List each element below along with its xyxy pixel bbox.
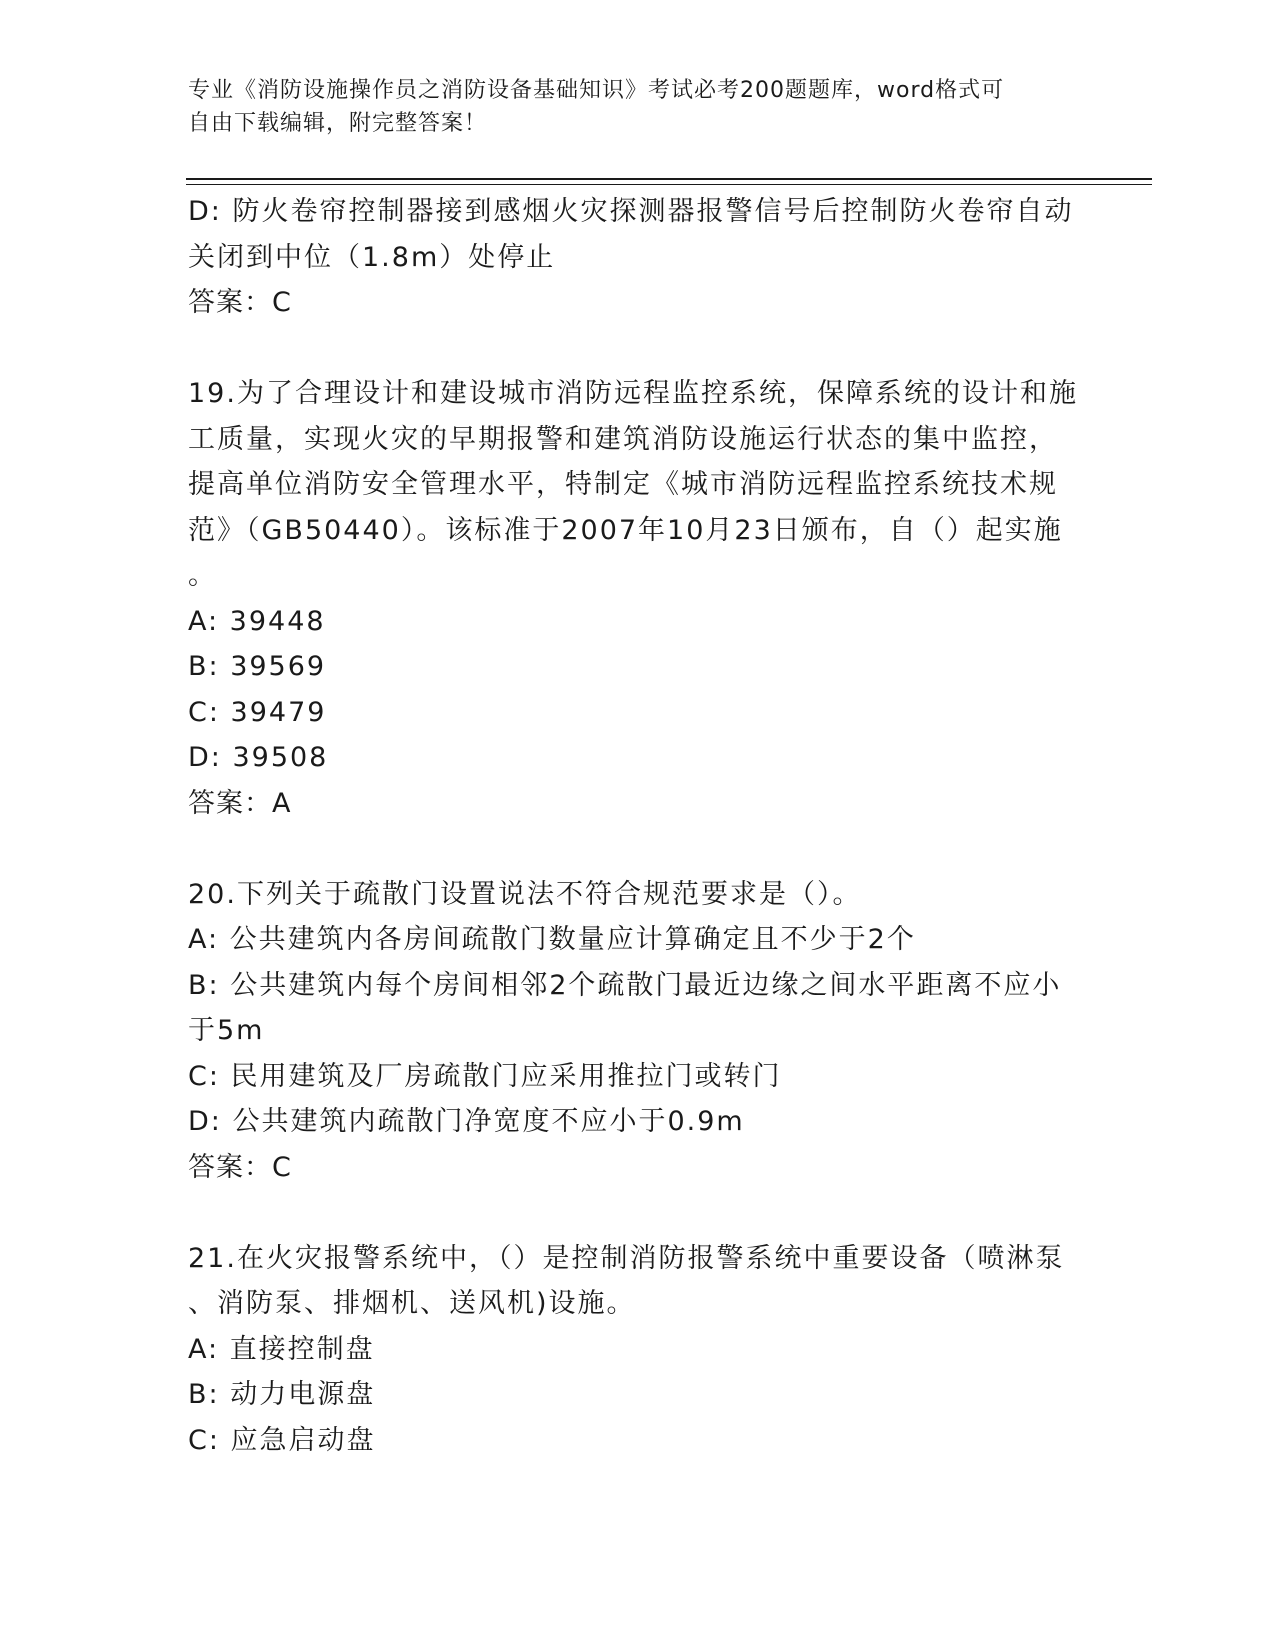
question-text: 21.在火灾报警系统中，（）是控制消防报警系统中重要设备（喷淋泵 (188, 1242, 1065, 1274)
question-20 (188, 872, 1088, 1191)
question-text: 20.下列关于疏散门设置说法不符合规范要求是（）。 (188, 878, 862, 910)
option-a: A: 39448 (188, 605, 326, 637)
header-divider-thin (186, 184, 1152, 185)
header-title-line-2: 自由下载编辑，附完整答案！ (188, 111, 488, 136)
answer: 答案：A (188, 787, 292, 819)
spacer (188, 326, 1088, 372)
question-19 (188, 371, 1088, 826)
option-b-continued: 于5m (188, 1015, 265, 1046)
question-text: 范》（GB50440）。该标准于2007年10月23日颁布，自（）起实施 (188, 514, 1063, 546)
spacer (188, 1190, 1088, 1236)
option-a: A: 直接控制盘 (188, 1333, 375, 1365)
question-text: 工质量，实现火灾的早期报警和建筑消防设施运行状态的集中监控， (188, 423, 1058, 455)
question-18-tail (188, 189, 1088, 326)
question-text: 。 (188, 560, 217, 591)
option-d: D: 防火卷帘控制器接到感烟火灾探测器报警信号后控制防火卷帘自动 (188, 196, 1074, 227)
option-d: D: 公共建筑内疏散门净宽度不应小于0.9m (188, 1106, 745, 1137)
question-text: 、消防泵、排烟机、送风机)设施。 (188, 1288, 636, 1319)
option-b: B: 公共建筑内每个房间相邻2个疏散门最近边缘之间水平距离不应小 (188, 969, 1062, 1001)
question-21 (188, 1236, 1088, 1464)
option-c: C: 应急启动盘 (188, 1424, 376, 1456)
option-d: D: 39508 (188, 742, 329, 773)
document-header (188, 74, 1088, 140)
header-divider-thick (186, 178, 1152, 180)
option-c: C: 39479 (188, 696, 327, 728)
question-text: 提高单位消防安全管理水平，特制定《城市消防远程监控系统技术规 (188, 469, 1058, 500)
header-title-line-1: 专业《消防设施操作员之消防设备基础知识》考试必考200题题库，word格式可 (188, 78, 1005, 103)
answer: 答案：C (188, 287, 292, 318)
question-text: 19.为了合理设计和建设城市消防远程监控系统，保障系统的设计和施 (188, 378, 1078, 409)
option-b: B: 动力电源盘 (188, 1379, 376, 1410)
spacer (188, 826, 1088, 872)
answer: 答案：C (188, 1151, 292, 1183)
option-a: A: 公共建筑内各房间疏散门数量应计算确定且不少于2个 (188, 924, 916, 955)
option-d-continued: 关闭到中位（1.8m）处停止 (188, 241, 556, 273)
option-c: C: 民用建筑及厂房疏散门应采用推拉门或转门 (188, 1060, 782, 1092)
document-body (188, 189, 1088, 1463)
option-b: B: 39569 (188, 651, 327, 682)
